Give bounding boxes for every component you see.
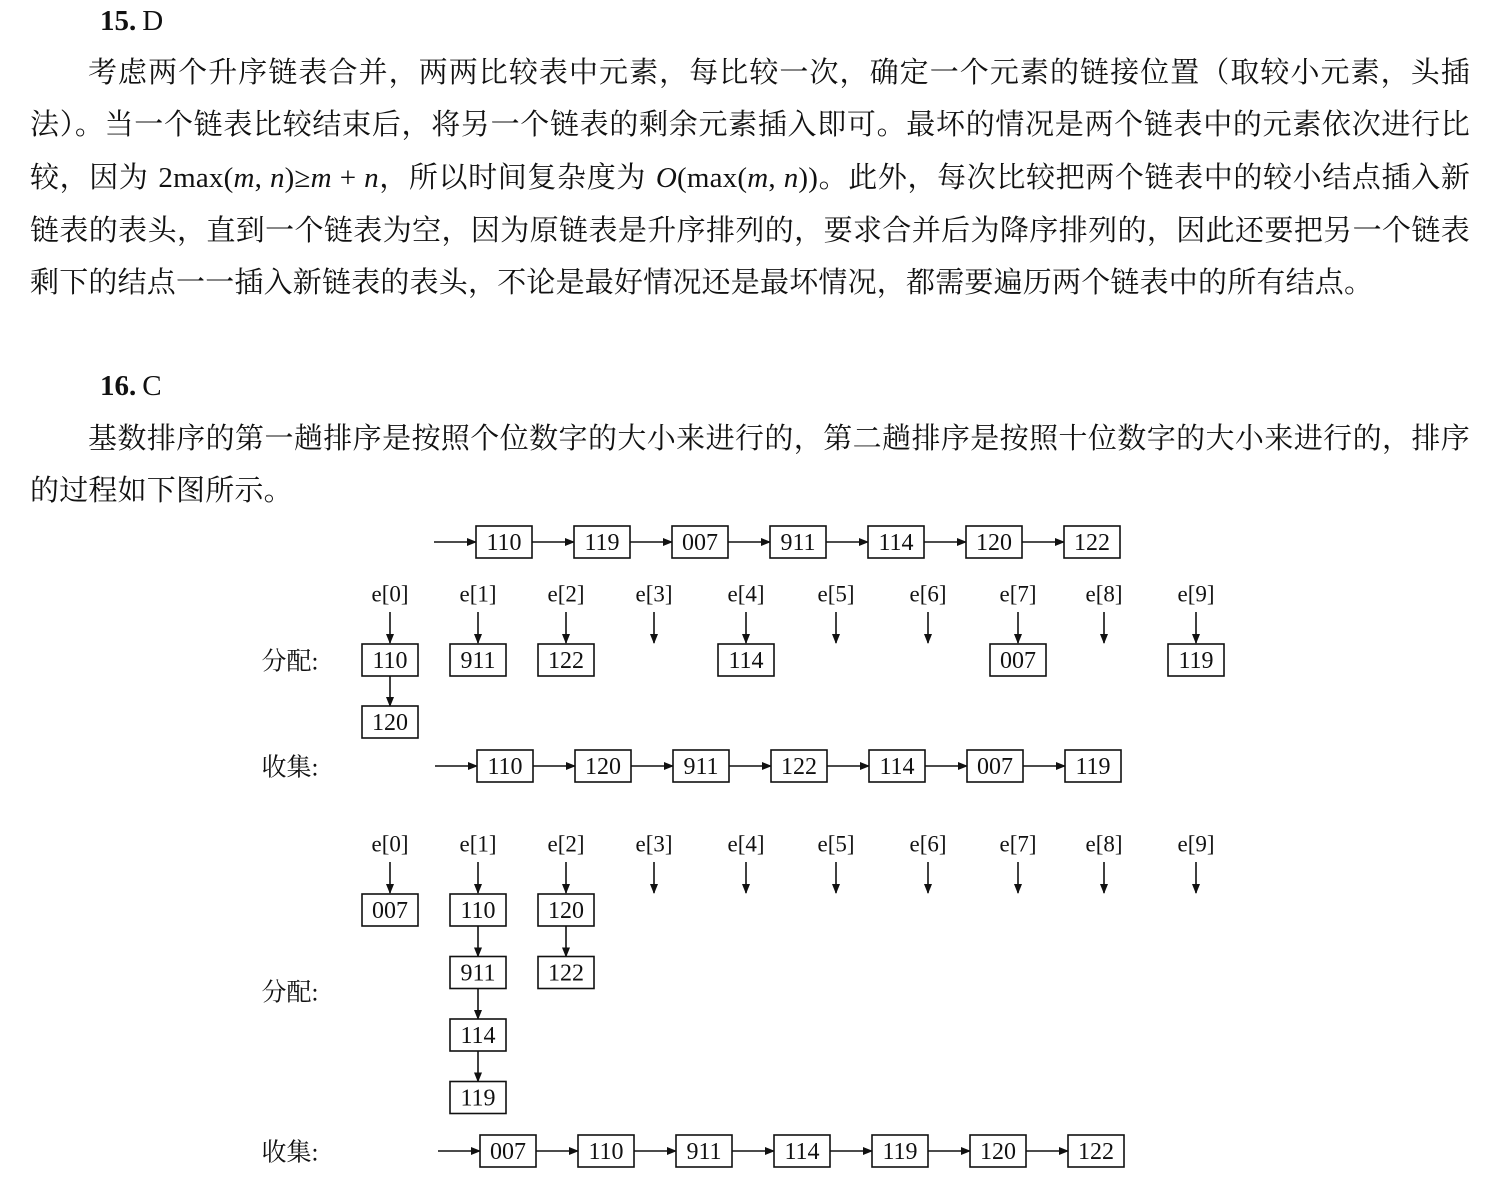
collect-label: 收集:: [261, 1139, 319, 1167]
collected-list-node: 110: [487, 754, 523, 780]
text-segment: 。此外，每次比较把两个链表中的较小结点插入新链表的表头，直到一个链表为空，因为原链表是升序排列的，要求合并后为降序排列的，因此还要把另一个链表剩下的结点一一插入新链表的表头，不论是最好情况还是最坏情况，都需要遍历两个链表中的所有结点。: [30, 159, 1471, 300]
bucket-node: 007: [372, 898, 408, 924]
bucket-label: e[8]: [1085, 831, 1123, 857]
math-segment: m: [310, 161, 332, 194]
initial-list-node: 110: [486, 530, 522, 556]
initial-list-node: 119: [584, 530, 620, 556]
bucket-node: 120: [372, 710, 408, 736]
bucket-label: e[6]: [909, 831, 947, 857]
collected-list-node: 911: [683, 754, 719, 780]
math-segment: n: [269, 161, 285, 194]
initial-list-node: 911: [780, 530, 816, 556]
bucket-label: e[9]: [1177, 831, 1215, 857]
collected-list-node: 122: [781, 754, 817, 780]
collected-list-node: 120: [585, 754, 621, 780]
bucket-label: e[0]: [371, 831, 409, 857]
math-segment: ,: [254, 161, 270, 194]
math-segment: )≥: [284, 161, 311, 194]
collected-list-node: 114: [879, 754, 915, 780]
bucket-label: e[0]: [371, 581, 409, 607]
bucket-label: e[6]: [909, 581, 947, 607]
distribute-label: 分配:: [261, 648, 319, 676]
math-segment: 2max(: [158, 161, 234, 194]
bucket-node: 007: [1000, 648, 1036, 674]
initial-list-node: 122: [1074, 530, 1110, 556]
bucket-label: e[3]: [635, 831, 673, 857]
bucket-node: 911: [460, 648, 496, 674]
bucket-label: e[3]: [635, 581, 673, 607]
q15-number: 15.: [100, 5, 137, 37]
collected-list-node: 911: [686, 1139, 722, 1165]
initial-list-node: 114: [878, 530, 914, 556]
math-segment: m: [747, 161, 769, 194]
collected-list-node: 119: [882, 1139, 918, 1165]
math-segment: m: [233, 161, 255, 194]
math-segment: n: [783, 161, 799, 194]
initial-list-node: 120: [976, 530, 1012, 556]
text-segment: 考虑两个升序链表合并，两两比较表中元素，每比较一次，确定一个元素的链接位置（取较小元素，头插法）。当一个链表比较结束后，将另一个链表的剩余元素插入即可。最坏的情况是两个链表中的元素依次进行比较，因为: [30, 55, 1470, 194]
bucket-node: 110: [460, 898, 496, 924]
bucket-node: 119: [460, 1085, 496, 1112]
bucket-node: 911: [460, 960, 496, 987]
math-segment: n: [364, 161, 379, 194]
bucket-label: e[1]: [459, 831, 497, 857]
q16-number: 16.: [100, 370, 137, 402]
bucket-label: e[7]: [999, 831, 1037, 857]
math-segment: (max(: [676, 161, 748, 194]
bucket-node: 119: [1178, 648, 1214, 674]
bucket-label: e[1]: [459, 581, 497, 607]
math-segment: O: [655, 161, 677, 194]
q15-answer: D: [142, 5, 164, 37]
bucket-node: 120: [548, 898, 584, 924]
text-segment: ，所以时间复杂度为: [378, 159, 656, 194]
bucket-label: e[2]: [547, 581, 585, 607]
collected-list-node: 119: [1075, 754, 1111, 780]
bucket-node: 122: [548, 960, 584, 987]
math-segment: ,: [768, 161, 784, 194]
bucket-node: 114: [728, 648, 764, 674]
collected-list-node: 007: [977, 754, 1013, 780]
q16-explanation: 基数排序的第一趟排序是按照个位数字的大小来进行的，第二趟排序是按照十位数字的大小来进行的，排序的过程如下图所示。: [30, 421, 1470, 508]
distribute-label: 分配:: [261, 979, 319, 1007]
collected-list-node: 110: [588, 1139, 624, 1165]
bucket-label: e[4]: [727, 581, 765, 607]
bucket-label: e[5]: [817, 581, 855, 607]
collected-list-node: 007: [490, 1139, 526, 1165]
collected-list-node: 114: [784, 1139, 820, 1165]
bucket-node: 110: [372, 648, 408, 674]
bucket-label: e[5]: [817, 831, 855, 857]
collected-list-node: 120: [980, 1139, 1016, 1165]
collect-label: 收集:: [261, 754, 319, 782]
q16-answer: C: [142, 370, 162, 402]
bucket-node: 114: [460, 1023, 496, 1049]
initial-list-node: 007: [682, 530, 718, 556]
bucket-label: e[4]: [727, 831, 765, 857]
collected-list-node: 122: [1078, 1139, 1114, 1165]
math-segment: )): [798, 161, 819, 194]
bucket-label: e[8]: [1085, 581, 1123, 607]
bucket-label: e[2]: [547, 831, 585, 857]
bucket-label: e[9]: [1177, 581, 1215, 607]
math-segment: +: [331, 161, 365, 194]
bucket-node: 122: [548, 648, 584, 674]
bucket-label: e[7]: [999, 581, 1037, 607]
